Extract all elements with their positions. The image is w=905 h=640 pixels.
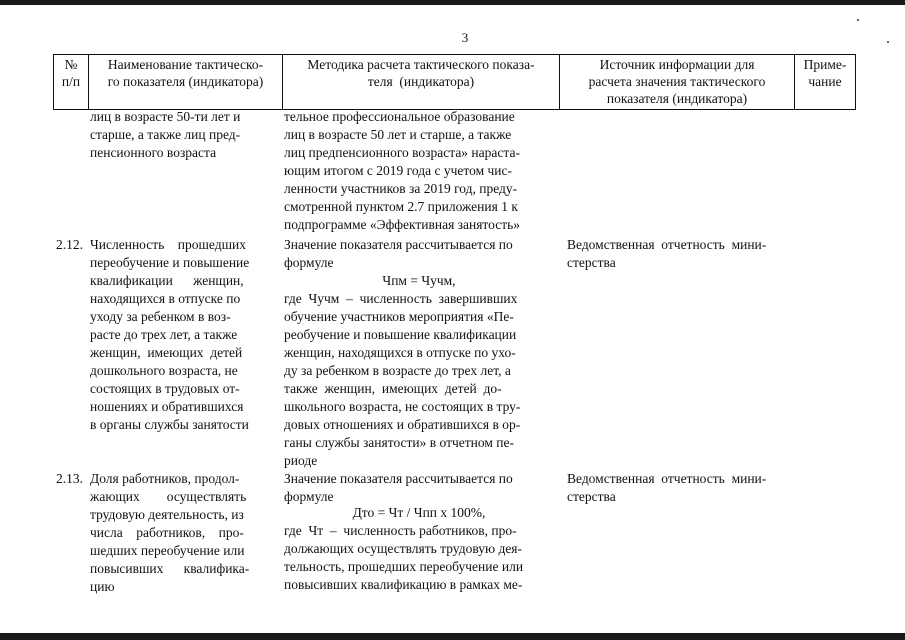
row-2-12-formula: Чпм = Чучм, — [382, 273, 456, 288]
scan-top-border — [0, 0, 905, 5]
row-2-13-method: где Чт – численность работников, про- должающих осуществлять трудовую дея- тельность, прошедших переобучение или повысивших квалификацию в рамках ме- — [284, 523, 524, 592]
scan-speck — [887, 41, 889, 43]
row-2-13-name: Доля работников, продол- жающих осуществлять трудовую деятельность, из числа работников, про- шедших переобучение или повысивших квалифика- цию — [90, 471, 250, 594]
row-2-13-number: 2.13. — [56, 471, 83, 486]
row-2-12-method-intro: Значение показателя рассчитывается по формуле — [284, 237, 513, 270]
row-2-13-method-intro: Значение показателя рассчитывается по формуле — [284, 471, 513, 504]
header-info-source: Источник информации для расчета значения тактического показателя (индикатора) — [560, 55, 795, 110]
row-2-13-source: Ведомственная отчетность мини- стерства — [567, 471, 767, 504]
scan-speck — [857, 19, 859, 21]
header-number: № п/п — [54, 55, 89, 110]
header-indicator-name: Наименование тактическо- го показателя (индикатора) — [89, 55, 283, 110]
row-2-13-formula: Дто = Чт / Чпп х 100%, — [352, 505, 486, 520]
row-continuation-method: тельное профессиональное образование лиц в возрасте 50 лет и старше, а также лиц предпенсионного возраста» нараста- ющим итогом с 2019 года с учетом чис- ленности участников за 2019 год, преду- смотренной пунктом 2.7 приложения 1 к подпрограмме «Эффективная занятость» — [284, 109, 521, 232]
row-continuation-name: лиц в возрасте 50-ти лет и старше, а также лиц пред- пенсионного возраста — [90, 109, 241, 160]
page-number: 3 — [461, 30, 469, 45]
header-note: Приме- чание — [795, 55, 856, 110]
row-2-12-name: Численность прошедших переобучение и повышение квалификации женщин, находящихся в отпуске по уходу за ребенком в воз- расте до трех лет, а также женщин, имеющих детей дошкольного возраста, не состоящих в трудовых от- ношениях и обратившихся в органы службы занятости — [90, 237, 250, 432]
row-2-12-number: 2.12. — [56, 237, 83, 252]
header-calc-method: Методика расчета тактического показа- теля (индикатора) — [283, 55, 560, 110]
scan-bottom-border — [0, 633, 905, 640]
row-2-12-source: Ведомственная отчетность мини- стерства — [567, 237, 767, 270]
row-2-12-method: где Чучм – численность завершивших обучение участников мероприятия «Пе- реобучение и повышение квалификации женщин, находящихся в отпуске по ухо- ду за ребенком в возрасте до трех лет, а также женщин, имеющих детей до- школьного возраста, не состоящих в тру- довых отношениях и обратившихся в ор- ганы службы занятости» в отчетном пе- риоде — [284, 291, 521, 468]
table-header — [53, 54, 856, 110]
